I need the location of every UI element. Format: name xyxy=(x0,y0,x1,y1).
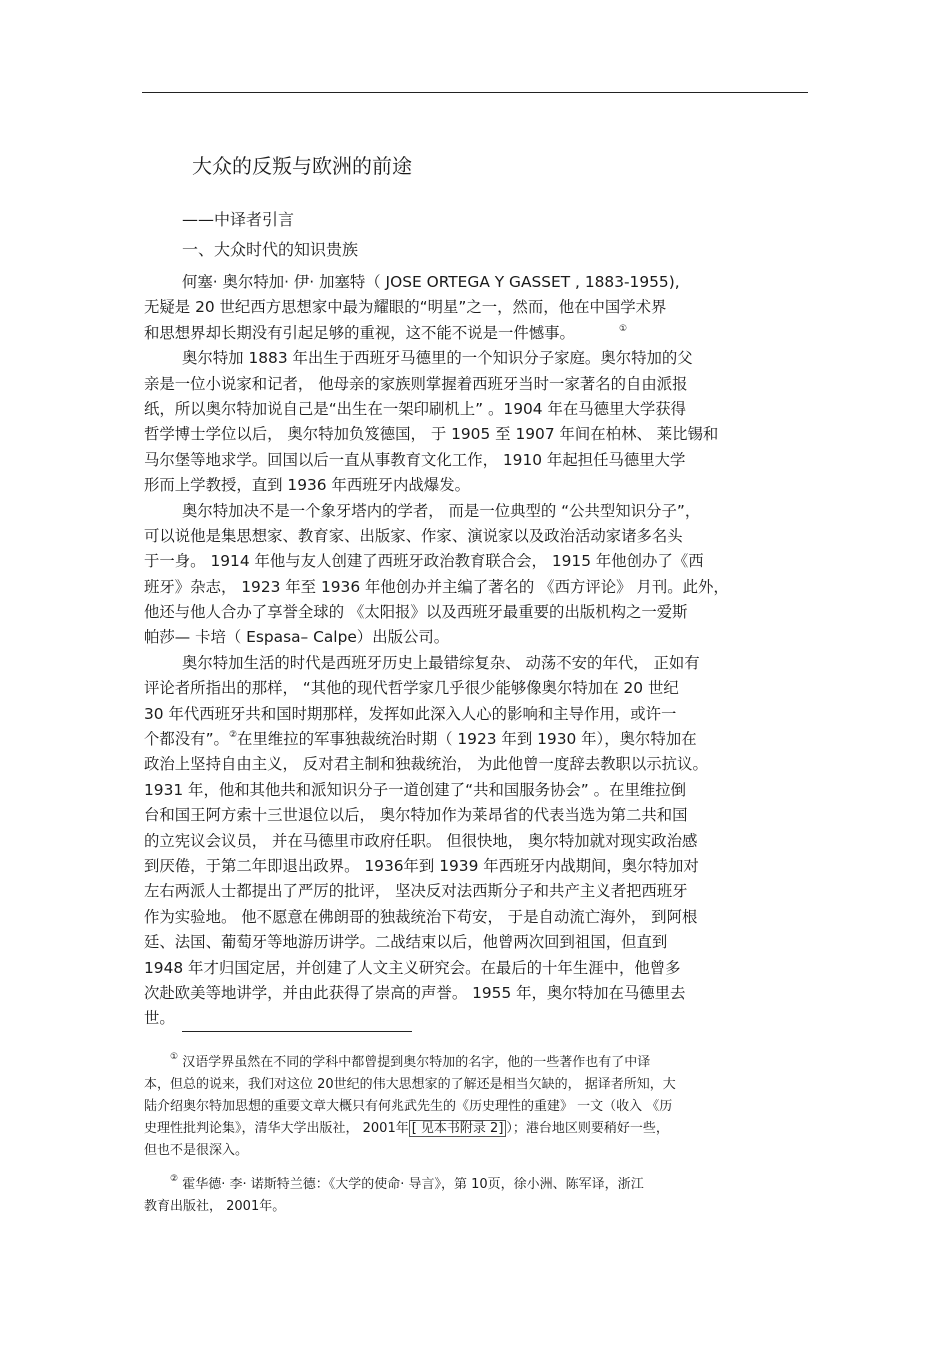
subtitle: ——中译者引言 xyxy=(182,210,295,229)
body-line: 到厌倦，于第二年即退出政界。 1936年到 1939 年西班牙内战期间，奥尔特加对 xyxy=(144,856,699,875)
footnote-line xyxy=(144,1118,806,1140)
body-line: 班牙》杂志， 1923 年至 1936 年他创办并主编了著名的 《西方评论》 月刊。此外， xyxy=(144,577,729,596)
footnote-text: 汉语学界虽然在不同的学科中都曾提到奥尔特加的名字，他的一些著作也有了中译 xyxy=(182,1055,651,1070)
body-line: 政治上坚持自由主义， 反对君主制和独裁统治， 为此他曾一度辞去教职以示抗议。 xyxy=(144,755,708,774)
footnote-text: 霍华德· 李· 诺斯特兰德：《大学的使命· 导言》，第 10页，徐小洲、陈军译，浙江 xyxy=(182,1177,644,1192)
body-line: 奥尔特加 1883 年出生于西班牙马德里的一个知识分子家庭。奥尔特加的父 xyxy=(182,349,693,368)
footnote-text: 史理性批判论集》，清华大学出版社， 2001年 xyxy=(144,1121,409,1136)
section-heading: 一、大众时代的知识贵族 xyxy=(182,240,359,259)
footnote-line: 但也不是很深入。 xyxy=(144,1143,249,1158)
footnotes xyxy=(144,1052,806,1218)
body-line: 评论者所指出的那样， “其他的现代哲学家几乎很少能够像奥尔特加在 20 世纪 xyxy=(144,679,679,698)
body-line: 廷、法国、葡萄牙等地游历讲学。二战结束以后，他曾两次回到祖国，但直到 xyxy=(144,933,668,952)
body-line: 哲学博士学位以后， 奥尔特加负笈德国， 于 1905 至 1907 年间在柏林、 莱比锡和 xyxy=(144,425,719,444)
body-line: 何塞· 奥尔特加· 伊· 加塞特（ JOSE ORTEGA Y GASSET , 1883-1955), xyxy=(182,273,680,291)
body-line: 次赴欧美等地讲学，并由此获得了崇高的声誉。 1955 年，奥尔特加在马德里去 xyxy=(144,983,686,1002)
body-line: 世。 xyxy=(144,1009,175,1028)
body-line-text: 和思想界却长期没有引起足够的重视，这不能不说是一件憾事。 xyxy=(144,323,575,342)
body-line: 亲是一位小说家和记者， 他母亲的家族则掌握着西班牙当时一家著名的自由派报 xyxy=(144,374,688,393)
appendix-reference[interactable]: [ 见本书附录 2] xyxy=(409,1120,507,1137)
body-line: 无疑是 20 世纪西方思想家中最为耀眼的“明星”之一，然而，他在中国学术界 xyxy=(144,298,667,317)
body-line: 他还与他人合办了享誉全球的 《太阳报》以及西班牙最重要的出版机构之一爱斯 xyxy=(144,603,688,622)
body-line: 1931 年，他和其他共和派知识分子一道创建了“共和国服务协会” 。在里维拉倒 xyxy=(144,780,687,799)
page-title: 大众的反叛与欧洲的前途 xyxy=(192,154,412,178)
footnote-ref-2[interactable]: ② xyxy=(228,730,238,741)
footnote-line xyxy=(144,1174,806,1196)
footnote-line: 教育出版社， 2001年。 xyxy=(144,1199,286,1214)
body-line: 形而上学教授，直到 1936 年西班牙内战爆发。 xyxy=(144,476,470,495)
body-line xyxy=(144,727,806,752)
footnote-line: 陆介绍奥尔特加思想的重要文章大概只有何兆武先生的《历史理性的重建》 一文（收入 《历 xyxy=(144,1099,673,1114)
body-line: 马尔堡等地求学。回国以后一直从事教育文化工作， 1910 年起担任马德里大学 xyxy=(144,450,686,469)
body-line: 奥尔特加生活的时代是西班牙历史上最错综复杂、 动荡不安的年代， 正如有 xyxy=(182,653,700,672)
body-line xyxy=(144,321,806,346)
footnote-line: 本，但总的说来，我们对这位 20世纪的伟大思想家的了解还是相当欠缺的， 据译者所知，大 xyxy=(144,1077,676,1092)
body-line: 奥尔特加决不是一个象牙塔内的学者， 而是一位典型的 “公共型知识分子”， xyxy=(182,501,701,520)
body-line: 的立宪议会议员， 并在马德里市政府任职。 但很快地， 奥尔特加就对现实政治感 xyxy=(144,831,698,850)
body-line: 帕莎— 卡培（ Espasa– Calpe）出版公司。 xyxy=(144,628,450,647)
header-rule xyxy=(142,92,808,93)
body-line: 纸，所以奥尔特加说自己是“出生在一架印刷机上” 。1904 年在马德里大学获得 xyxy=(144,399,687,418)
footnote-ref-1[interactable]: ① xyxy=(618,323,628,334)
footnote-mark-1: ① xyxy=(170,1052,179,1062)
body-line: 作为实验地。 他不愿意在佛朗哥的独裁统治下苟安， 于是自动流亡海外， 到阿根 xyxy=(144,907,698,926)
body-text xyxy=(144,270,806,1057)
body-line: 台和国王阿方索十三世退位以后， 奥尔特加作为莱昂省的代表当选为第二共和国 xyxy=(144,806,688,825)
footnote-text: ）；港台地区则要稍好一些， xyxy=(506,1121,669,1136)
footnote-rule xyxy=(182,1031,412,1032)
footnote-line xyxy=(144,1052,806,1074)
body-line-text: 个都没有”。 xyxy=(144,730,229,749)
body-line: 于一身。 1914 年他与友人创建了西班牙政治教育联合会， 1915 年他创办了《西 xyxy=(144,552,704,571)
body-line: 1948 年才归国定居，并创建了人文主义研究会。在最后的十年生涯中，他曾多 xyxy=(144,958,681,977)
body-line: 30 年代西班牙共和国时期那样，发挥如此深入人心的影响和主导作用，或许一 xyxy=(144,704,677,723)
footnote-mark-2: ② xyxy=(170,1174,179,1184)
body-line: 左右两派人士都提出了严厉的批评， 坚决反对法西斯分子和共产主义者把西班牙 xyxy=(144,882,688,901)
body-line-text: 在里维拉的军事独裁统治时期（ 1923 年到 1930 年），奥尔特加在 xyxy=(237,730,697,749)
body-line: 可以说他是集思想家、教育家、出版家、作家、演说家以及政治活动家诸多名头 xyxy=(144,526,683,545)
